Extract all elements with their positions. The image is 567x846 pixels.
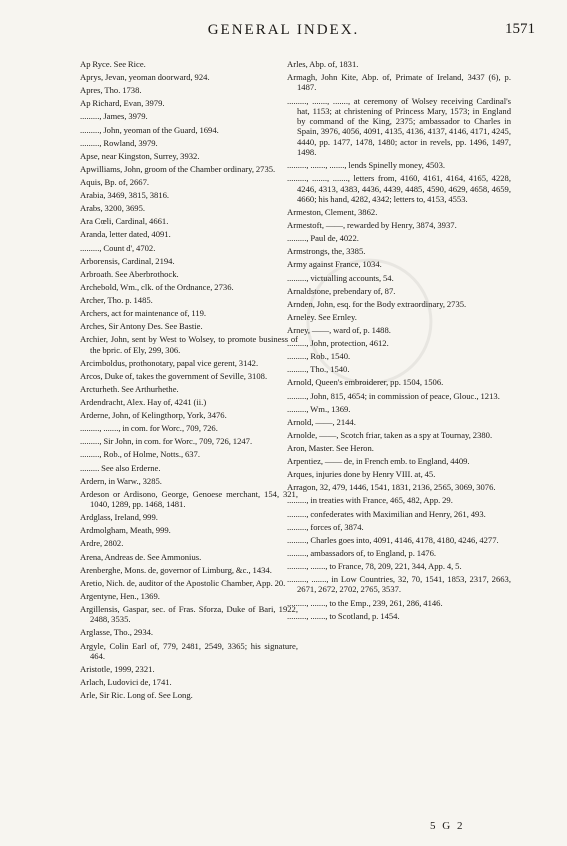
index-entry: ........., ......., in com. for Worc., 709, 726. xyxy=(80,423,218,434)
index-entry: Argyle, Colin Earl of, 779, 2481, 2549, 3365; his signature, 464. xyxy=(80,640,298,661)
index-entry: Arles, Abp. of, 1831. xyxy=(287,59,359,69)
index-entry: ........., John, yeoman of the Guard, 1694. xyxy=(80,124,219,135)
index-entry: Arques, injuries done by Henry VIII. at, 45. xyxy=(287,469,436,480)
index-entry: ........., Count d', 4702. xyxy=(80,242,156,253)
index-entry: Arches, Sir Antony Des. See Bastie. xyxy=(80,321,203,332)
index-entry: ........., ......., to Scotland, p. 1454. xyxy=(287,610,400,621)
index-entry: Arpentiez, —— de, in French emb. to England, 4409. xyxy=(287,456,470,467)
index-entry: Archier, John, sent by West to Wolsey, to promote business of the bpric. of Ely, 299, 306. xyxy=(80,334,298,355)
index-entry: Arneley. See Ernley. xyxy=(287,311,357,322)
index-entry: Arnaldstone, prebendary of, 87. xyxy=(287,285,396,296)
page-title: GENERAL INDEX. xyxy=(207,22,360,38)
index-entry: Armstrongs, the, 3385. xyxy=(287,246,366,257)
index-entry: ........., ......., ......., letters from, 4160, 4161, 4164, 4165, 4228, 4246, 4313, 4383, 4436, 4439, 4485, 4590, 4629, 4658, 4659, 4660; his hand, 4282, 4342; letters to, 4153, 4553. xyxy=(287,173,511,204)
index-entry: ........., ......., to France, 78, 209, 221, 344, App. 4, 5. xyxy=(287,561,462,571)
index-entry: Arborensis, Cardinal, 2194. xyxy=(80,255,175,266)
index-entry: Ardre, 2802. xyxy=(80,538,124,549)
index-column-left xyxy=(80,59,298,703)
signature-mark: 5 G 2 xyxy=(430,820,465,832)
index-entry: Argentyne, Hen., 1369. xyxy=(80,590,160,601)
index-entry: Arlach, Ludovici de, 1741. xyxy=(80,677,172,688)
index-column-right xyxy=(287,59,511,624)
index-entry: Aron, Master. See Heron. xyxy=(287,443,374,454)
index-entry: Apwilliams, John, groom of the Chamber ordinary, 2735. xyxy=(80,163,276,174)
index-entry: Armagh, John Kite, Abp. of, Primate of Ireland, 3437 (6), p. 1487. xyxy=(287,72,511,93)
index-entry: Aquis, Bp. of, 2667. xyxy=(80,176,150,187)
index-entry: Arnold, Queen's embroiderer, pp. 1504, 1506. xyxy=(287,377,444,388)
index-entry: Ardeson or Ardisono, George, Genoese merchant, 154, 321, 1040, 1289, pp. 1468, 1481. xyxy=(80,488,298,510)
index-entry: ........., Rob., 1540. xyxy=(287,351,351,362)
index-entry: Armestoft, ——, rewarded by Henry, 3874, 3937. xyxy=(287,220,457,231)
index-entry: Army against France, 1034. xyxy=(287,259,382,270)
index-entry: Arderne, John, of Kelingthorp, York, 3476. xyxy=(80,410,227,421)
index-entry: Ardglass, Ireland, 999. xyxy=(80,512,158,523)
index-entry: ........., ......., in Low Countries, 32, 70, 1541, 1853, 2317, 2663, 2671, 2672, 2702, 2765, 3537. xyxy=(287,574,511,595)
index-entry: Archers, act for maintenance of, 119. xyxy=(80,308,207,319)
page-number: 1571 xyxy=(505,21,535,37)
index-entry: ........., John, protection, 4612. xyxy=(287,338,389,349)
index-entry: ........., John, 815, 4654; in commission of peace, Glouc., 1213. xyxy=(287,390,500,401)
index-entry: ........., Paul de, 4022. xyxy=(287,233,359,244)
index-entry: Aranda, letter dated, 4091. xyxy=(80,229,171,240)
index-entry: ........., ......., ......., lends Spinelly money, 4503. xyxy=(287,160,446,171)
index-entry: Archebold, Wm., clk. of the Ordnance, 2736. xyxy=(80,281,234,292)
index-entry: ........., ambassadors of, to England, p. 1476. xyxy=(287,547,437,558)
index-entry: ......... See also Erderne. xyxy=(80,462,161,473)
index-entry: Apse, near Kingston, Surrey, 3932. xyxy=(80,150,200,161)
index-entry: Aristotle, 1999, 2321. xyxy=(80,663,155,674)
index-entry: Apres, Tho. 1738. xyxy=(80,85,142,96)
index-entry: Arena, Andreas de. See Ammonius. xyxy=(80,551,202,562)
index-entry: ........., Rowland, 3979. xyxy=(80,137,158,148)
index-entry: Ardendracht, Alex. Hay of, 4241 (ii.) xyxy=(80,397,207,408)
index-entry: ........., Wm., 1369. xyxy=(287,403,351,414)
index-entry: ........., confederates with Maximilian and Henry, 261, 493. xyxy=(287,508,486,519)
index-entry: Arragon, 32, 479, 1446, 1541, 1831, 2136, 2565, 3069, 3076. xyxy=(287,482,496,493)
index-entry: Arnold, ——, 2144. xyxy=(287,416,356,427)
index-entry: Arcos, Duke of, takes the government of Seville, 3108. xyxy=(80,370,268,381)
index-entry: ........., Tho., 1540. xyxy=(287,364,350,375)
index-entry: Arabs, 3200, 3695. xyxy=(80,203,146,214)
index-entry: Arney, ——, ward of, p. 1488. xyxy=(287,325,391,336)
index-entry: Archer, Tho. p. 1485. xyxy=(80,294,153,305)
index-entry: Ap Ryce. See Rice. xyxy=(80,59,146,69)
index-entry: Arnden, John, esq. for the Body extraordinary, 2735. xyxy=(287,298,467,309)
index-entry: Arcimboldus, prothonotary, papal vice gerent, 3142. xyxy=(80,357,259,368)
index-entry: ........., in treaties with France, 465, 482, App. 29. xyxy=(287,495,453,506)
index-entry: Argillensis, Gaspar, sec. of Fras. Sforza, Duke of Bari, 1922, 2488, 3535. xyxy=(80,604,298,625)
index-entry: Aprys, Jevan, yeoman doorward, 924. xyxy=(80,72,210,83)
index-entry: ........., ......., to the Emp., 239, 261, 286, 4146. xyxy=(287,597,443,608)
index-entry: ........., Charles goes into, 4091, 4146, 4178, 4180, 4246, 4277. xyxy=(287,534,499,545)
index-entry: Ardmolgham, Meath, 999. xyxy=(80,525,171,536)
index-entry: Arglasse, Tho., 2934. xyxy=(80,627,154,638)
index-entry: Aretio, Nich. de, auditor of the Apostolic Chamber, App. 20. xyxy=(80,577,286,588)
index-entry: Ara Cœli, Cardinal, 4661. xyxy=(80,216,169,227)
index-entry: ........., victualling accounts, 54. xyxy=(287,272,394,283)
index-entry: Arbroath. See Aberbrothock. xyxy=(80,268,179,279)
index-entry: ........., ......., ......., at ceremony of Wolsey receiving Cardinal's hat, 1153; at christening of Princess Mary, 1573; in England by command of the King, 2375; ambassador to Charles in Spain, 3976, 4056, 4091, 4135, 4136, 4137, 4146, 4171, 4245, 4440, pp. 1477, 1478, 1480; actor in revels, pp. 1496, 1497, 1498. xyxy=(287,95,511,158)
index-entry: ........., Sir John, in com. for Worc., 709, 726, 1247. xyxy=(80,436,253,447)
index-entry: ........., James, 3979. xyxy=(80,111,148,122)
index-entry: Arcturheth. See Arthurhethe. xyxy=(80,383,179,394)
index-entry: ........., forces of, 3874. xyxy=(287,521,364,532)
index-entry: Ardern, in Warw., 3285. xyxy=(80,475,162,486)
index-entry: Arle, Sir Ric. Long of. See Long. xyxy=(80,690,193,701)
index-entry: Ap Richard, Evan, 3979. xyxy=(80,98,165,109)
index-entry: Arabia, 3469, 3815, 3816. xyxy=(80,190,170,201)
index-entry: Armeston, Clement, 3862. xyxy=(287,207,378,218)
index-entry: ........., Rob., of Holme, Notts., 637. xyxy=(80,449,201,460)
index-entry: Arnolde, ——, Scotch friar, taken as a spy at Tournay, 2380. xyxy=(287,429,493,440)
index-entry: Arenberghe, Mons. de, governor of Limburg, &c., 1434. xyxy=(80,564,272,575)
